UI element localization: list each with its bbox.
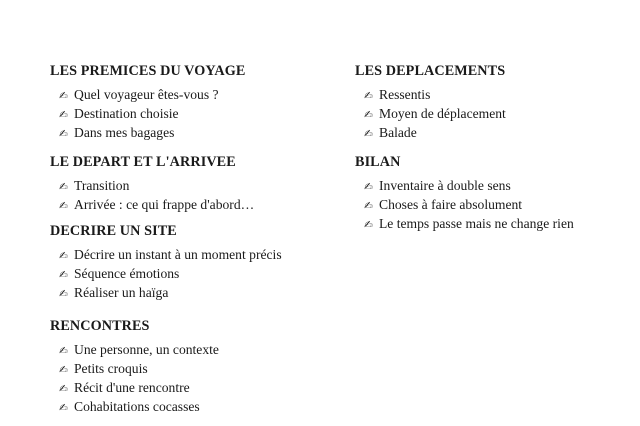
item-label: Dans mes bagages — [74, 125, 175, 140]
writing-hand-icon: ✍ — [59, 181, 68, 193]
writing-hand-icon: ✍ — [364, 128, 373, 140]
item-list — [50, 341, 340, 417]
list-item — [59, 196, 340, 215]
item-list — [355, 177, 625, 234]
item-label: Récit d'une rencontre — [74, 380, 190, 395]
section-title: LES PREMICES DU VOYAGE — [50, 63, 246, 79]
item-label: Cohabitations cocasses — [74, 399, 200, 414]
writing-hand-icon: ✍ — [59, 200, 68, 212]
section-premices — [50, 62, 340, 143]
writing-hand-icon: ✍ — [59, 269, 68, 281]
item-list — [50, 86, 340, 143]
section-title: DECRIRE UN SITE — [50, 223, 177, 239]
writing-hand-icon: ✍ — [59, 364, 68, 376]
item-label: Décrire un instant à un moment précis — [74, 247, 282, 262]
writing-hand-icon: ✍ — [59, 109, 68, 121]
section-title: RENCONTRES — [50, 318, 150, 334]
list-item — [59, 360, 340, 379]
item-label: Destination choisie — [74, 106, 179, 121]
writing-hand-icon: ✍ — [59, 288, 68, 300]
list-item — [59, 246, 340, 265]
right-column — [355, 62, 625, 234]
item-label: Réaliser un haïga — [74, 285, 169, 300]
writing-hand-icon: ✍ — [364, 90, 373, 102]
writing-hand-icon: ✍ — [59, 383, 68, 395]
list-item — [364, 177, 625, 196]
list-item — [59, 177, 340, 196]
list-item — [364, 86, 625, 105]
item-label: Moyen de déplacement — [379, 106, 506, 121]
list-item — [59, 86, 340, 105]
writing-hand-icon: ✍ — [59, 128, 68, 140]
item-label: Arrivée : ce qui frappe d'abord… — [74, 197, 255, 212]
item-label: Le temps passe mais ne change rien — [379, 216, 574, 231]
item-label: Petits croquis — [74, 361, 148, 376]
list-item — [59, 284, 340, 303]
item-label: Balade — [379, 125, 417, 140]
section-depart-arrivee — [50, 153, 340, 215]
list-item — [59, 398, 340, 417]
item-list — [50, 246, 340, 303]
left-column — [50, 62, 340, 417]
section-rencontres — [50, 317, 340, 417]
list-item — [364, 124, 625, 143]
item-label: Séquence émotions — [74, 266, 180, 281]
list-item — [364, 196, 625, 215]
section-title: LE DEPART ET L'ARRIVEE — [50, 154, 236, 170]
section-bilan — [355, 153, 625, 234]
item-list — [355, 86, 625, 143]
section-title: BILAN — [355, 154, 401, 170]
list-item — [59, 265, 340, 284]
writing-hand-icon: ✍ — [59, 402, 68, 414]
list-item — [59, 105, 340, 124]
writing-hand-icon: ✍ — [59, 250, 68, 262]
section-decrire-site — [50, 222, 340, 303]
section-deplacements — [355, 62, 625, 143]
item-label: Une personne, un contexte — [74, 342, 219, 357]
writing-hand-icon: ✍ — [364, 109, 373, 121]
item-label: Ressentis — [379, 87, 431, 102]
item-list — [50, 177, 340, 215]
list-item — [364, 215, 625, 234]
item-label: Quel voyageur êtes-vous ? — [74, 87, 219, 102]
item-label: Transition — [74, 178, 130, 193]
writing-hand-icon: ✍ — [364, 200, 373, 212]
item-label: Inventaire à double sens — [379, 178, 511, 193]
item-label: Choses à faire absolument — [379, 197, 523, 212]
list-item — [59, 341, 340, 360]
list-item — [59, 124, 340, 143]
list-item — [59, 379, 340, 398]
writing-hand-icon: ✍ — [364, 219, 373, 231]
writing-hand-icon: ✍ — [59, 90, 68, 102]
writing-hand-icon: ✍ — [59, 345, 68, 357]
list-item — [364, 105, 625, 124]
writing-hand-icon: ✍ — [364, 181, 373, 193]
section-title: LES DEPLACEMENTS — [355, 63, 506, 79]
